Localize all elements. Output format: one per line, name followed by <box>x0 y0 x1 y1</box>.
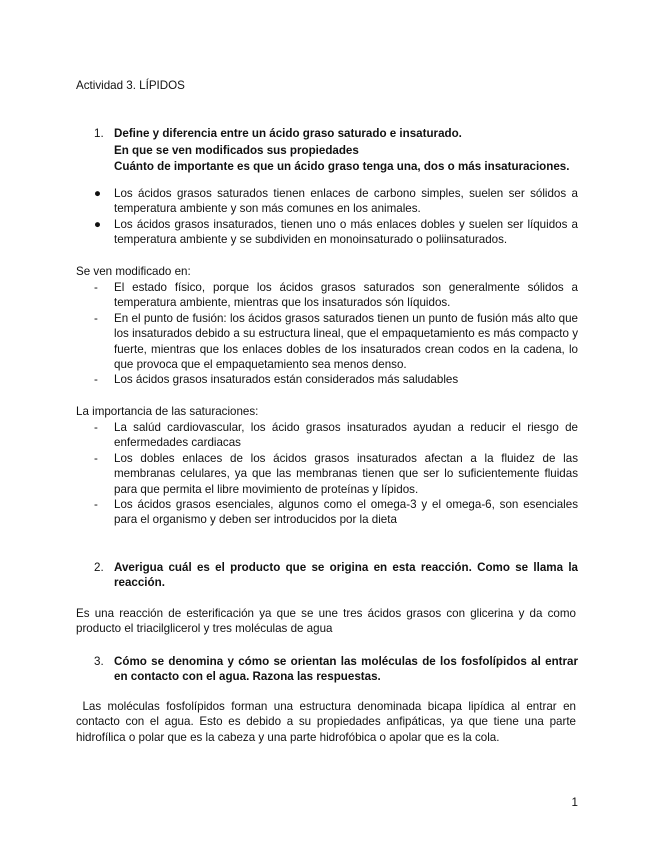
bullet-marker: ● <box>94 217 102 231</box>
dash-marker: - <box>94 421 98 434</box>
list-item-text: En el punto de fusión: los ácidos grasos saturados tienen un punto de fusión más alto que los insaturados debido a su estructura lineal, que el empaquetamiento es más compacto y fuerte, mientras que los enlaces dobles de los insaturados crean codos en la cadena, lo que provoca que el empaquetamiento sea menos denso. <box>114 311 578 372</box>
section-heading-modified: Se ven modificado en: <box>76 265 191 278</box>
list-item-text: Los dobles enlaces de los ácidos grasos insaturados afectan a la fluidez de las membranas celulares, ya que las membranas tienen que ser lo suficientemente fluidas para que permita el libre movimiento de proteínas y lípidos. <box>114 451 578 496</box>
list-item-text: Los ácidos grasos saturados tienen enlaces de carbono simples, suelen ser sólidos a temperatura ambiente y son más comunes en los animales. <box>114 187 578 216</box>
list-item <box>94 372 578 387</box>
question-number: 1. <box>94 127 104 140</box>
list-item <box>94 451 578 497</box>
question-text <box>114 126 578 176</box>
question-line: En que se ven modificados sus propiedades <box>114 143 359 157</box>
list-item <box>94 217 578 248</box>
list-item <box>94 186 578 217</box>
page-title: Actividad 3. LÍPIDOS <box>76 79 185 92</box>
question-number: 2. <box>94 561 104 574</box>
question-3 <box>94 654 578 685</box>
question-text: Cómo se denomina y cómo se orientan las moléculas de los fosfolípidos al entrar en contacto con el agua. Razona las respuestas. <box>114 655 578 684</box>
question-line: Cuánto de importante es que un ácido graso tenga una, dos o más insaturaciones. <box>114 160 570 174</box>
page-number: 1 <box>571 796 578 809</box>
dash-marker: - <box>94 311 98 325</box>
list-item-text: El estado físico, porque los ácidos grasos saturados son generalmente sólidos a temperatura ambiente, mientras que los insaturados són líquidos. <box>114 281 578 310</box>
list-item-text: Los ácidos grasos insaturados están considerados más saludables <box>114 373 459 387</box>
question-text: Averigua cuál es el producto que se origina en esta reacción. Como se llama la reacción. <box>114 561 578 590</box>
question-2 <box>94 560 578 591</box>
answer-2-paragraph: Es una reacción de esterificación ya que se une tres ácidos grasos con glicerina y da como producto el triacilglicerol y tres moléculas de agua <box>76 607 576 636</box>
dash-marker: - <box>94 281 98 294</box>
dash-marker: - <box>94 451 98 465</box>
dash-marker: - <box>94 498 98 512</box>
list-item <box>94 311 578 373</box>
list-item-text: Los ácidos grasos insaturados, tienen uno o más enlaces dobles y suelen ser líquidos a temperatura ambiente y se subdividen en monoinsaturado o poliinsaturados. <box>114 217 578 247</box>
list-item-text: Los ácidos grasos esenciales, algunos como el omega-3 y el omega-6, son esenciales para el organismo y deben ser introducidos por la dieta <box>114 498 578 527</box>
definitions-list <box>94 186 578 248</box>
section-heading-importance: La importancia de las saturaciones: <box>76 405 259 418</box>
question-line: Define y diferencia entre un ácido graso saturado e insaturado. <box>114 127 462 140</box>
answer-3-paragraph: Las moléculas fosfolípidos forman una estructura denominada bicapa lipídica al entrar en contacto con el agua. Esto es debido a su propiedades anfipáticas, ya que tiene una parte hidrofílica o polar que es la cabeza y una parte hidrofóbica o apolar que es la cola. <box>76 700 580 744</box>
list-item <box>94 420 578 451</box>
question-1 <box>94 126 578 176</box>
question-number: 3. <box>94 655 104 668</box>
bullet-marker: ● <box>94 187 102 200</box>
modified-list <box>94 280 578 388</box>
list-item-text: La salúd cardiovascular, los ácido grasos insaturados ayudan a reducir el riesgo de enfermedades cardiacas <box>114 421 578 450</box>
importance-list <box>94 420 578 528</box>
list-item <box>94 280 578 311</box>
list-item <box>94 497 578 528</box>
dash-marker: - <box>94 373 98 387</box>
